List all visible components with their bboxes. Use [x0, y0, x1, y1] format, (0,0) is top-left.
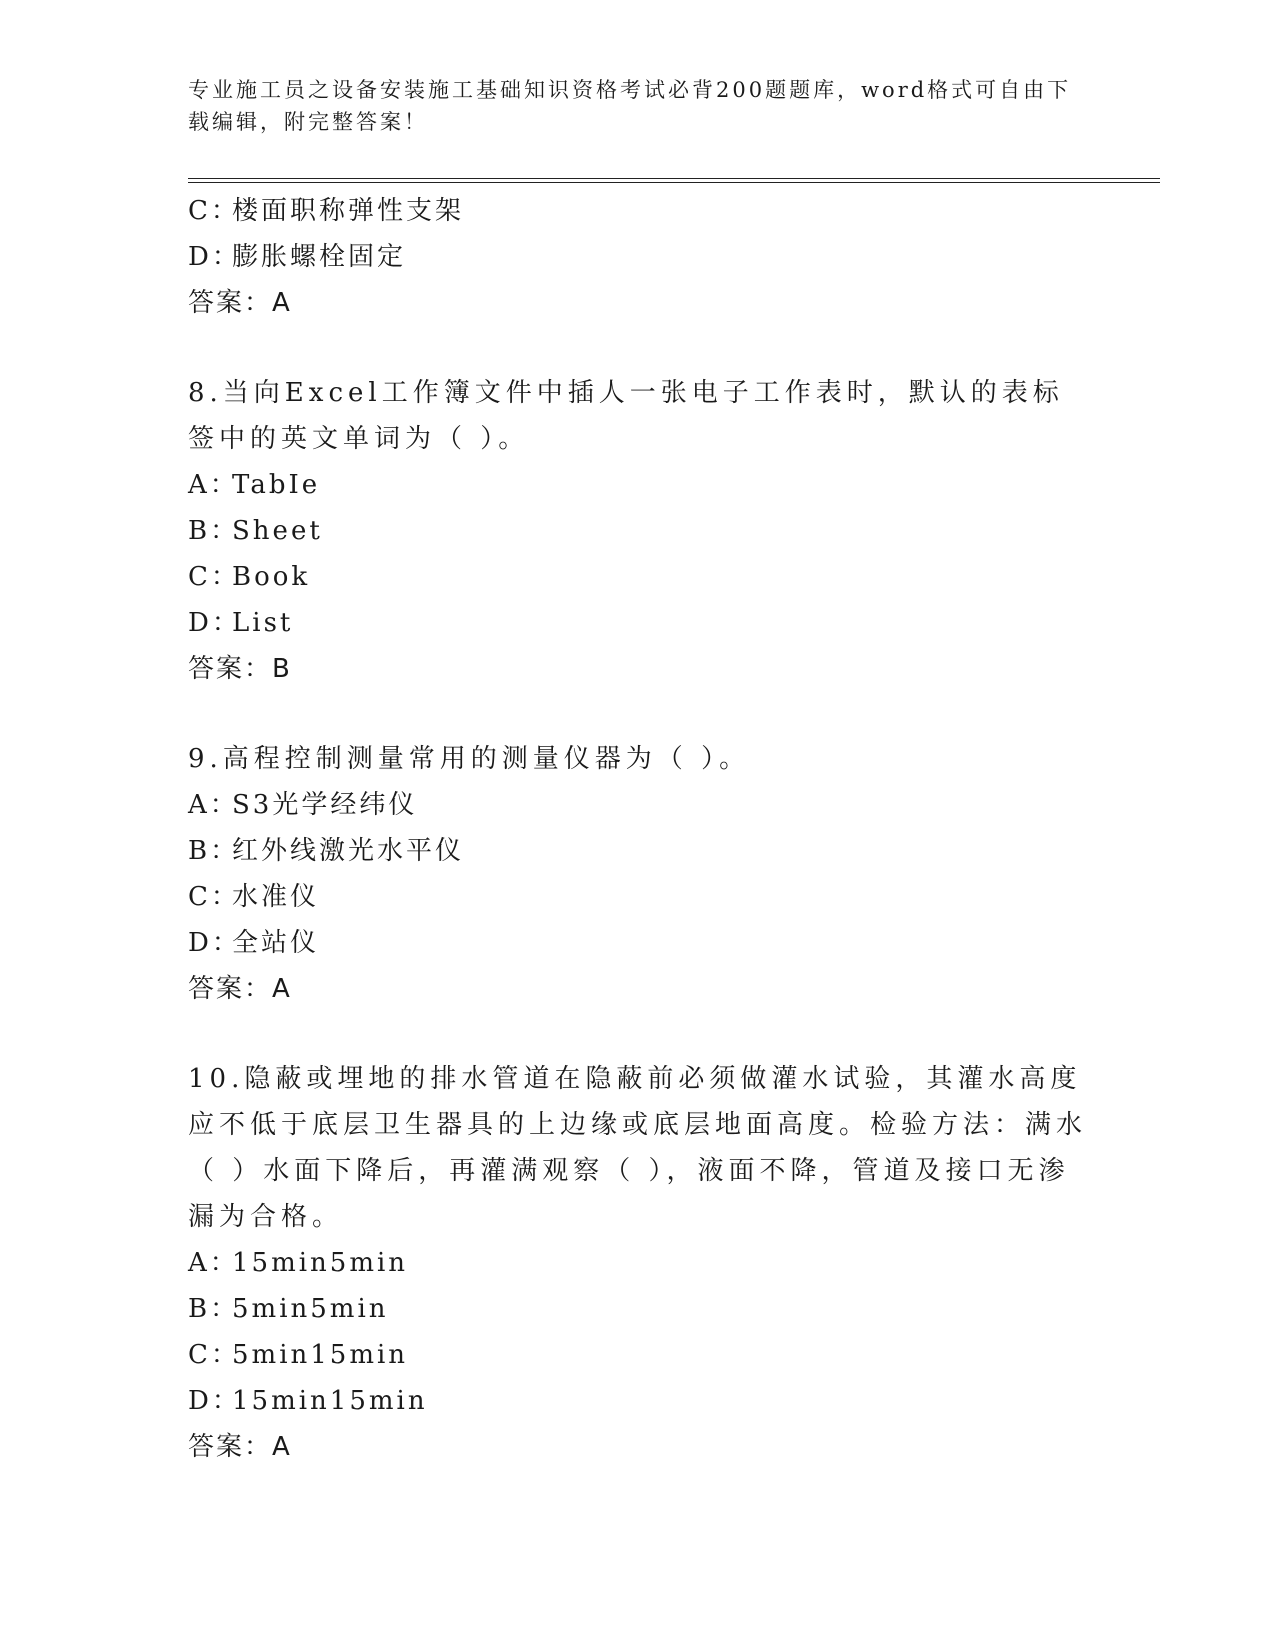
document-body [188, 188, 1088, 1470]
option-label: A： [188, 790, 239, 820]
option-label: A： [188, 470, 239, 500]
option-b [188, 828, 1088, 874]
option-label: D： [188, 242, 241, 272]
option-text: 全站仪 [232, 928, 320, 958]
option-text: 水准仪 [232, 882, 320, 912]
option-label: C： [188, 562, 240, 592]
page-header: 专业施工员之设备安装施工基础知识资格考试必背200题题库，word格式可自由下载编辑，附完整答案！ [188, 78, 1072, 134]
question-stem: 10.隐蔽或埋地的排水管道在隐蔽前必须做灌水试验，其灌水高度应不低于底层卫生器具的上边缘或底层地面高度。检验方法：满水（ ）水面下降后，再灌满观察（ ），液面不降，管道及接口无渗漏为合格。 [188, 1064, 1088, 1232]
option-text: TabIe [232, 470, 321, 500]
option-c [188, 1332, 1088, 1378]
answer-line: 答案：A [188, 288, 292, 318]
option-text: Sheet [232, 516, 323, 546]
option-label: B： [188, 1294, 240, 1324]
option-label: C： [188, 882, 240, 912]
option-text: S3光学经纬仪 [232, 790, 418, 820]
option-c [188, 874, 1088, 920]
option-b [188, 1286, 1088, 1332]
option-text: 膨胀螺栓固定 [232, 242, 407, 272]
question-fragment [188, 188, 1088, 326]
option-d [188, 1378, 1088, 1424]
option-text: 15min15min [232, 1386, 428, 1416]
option-a [188, 1240, 1088, 1286]
question-stem: 8.当向Excel工作簿文件中插人一张电子工作表时，默认的表标签中的英文单词为（ ）。 [188, 378, 1064, 454]
option-label: D： [188, 608, 241, 638]
question-stem: 9.高程控制测量常用的测量仪器为（ ）。 [188, 744, 751, 774]
option-label: D： [188, 1386, 241, 1416]
answer-line: 答案：B [188, 654, 292, 684]
option-label: C： [188, 196, 240, 226]
answer-line: 答案：A [188, 1432, 292, 1462]
option-text: 5min15min [232, 1340, 409, 1370]
option-text: 15min5min [232, 1248, 409, 1278]
option-text: List [232, 608, 294, 638]
answer-line: 答案：A [188, 974, 292, 1004]
option-a [188, 462, 1088, 508]
option-text: Book [232, 562, 311, 592]
option-c [188, 188, 1088, 234]
option-c [188, 554, 1088, 600]
header-divider [188, 178, 1160, 183]
option-a [188, 782, 1088, 828]
option-text: 楼面职称弹性支架 [232, 196, 465, 226]
option-d [188, 600, 1088, 646]
option-label: A： [188, 1248, 239, 1278]
option-label: B： [188, 516, 240, 546]
option-b [188, 508, 1088, 554]
question-9 [188, 736, 1088, 1012]
question-8 [188, 370, 1088, 692]
option-d [188, 234, 1088, 280]
option-label: B： [188, 836, 240, 866]
option-text: 红外线激光水平仪 [232, 836, 465, 866]
option-label: D： [188, 928, 241, 958]
question-10 [188, 1056, 1088, 1470]
option-d [188, 920, 1088, 966]
option-text: 5min5min [232, 1294, 389, 1324]
option-label: C： [188, 1340, 240, 1370]
